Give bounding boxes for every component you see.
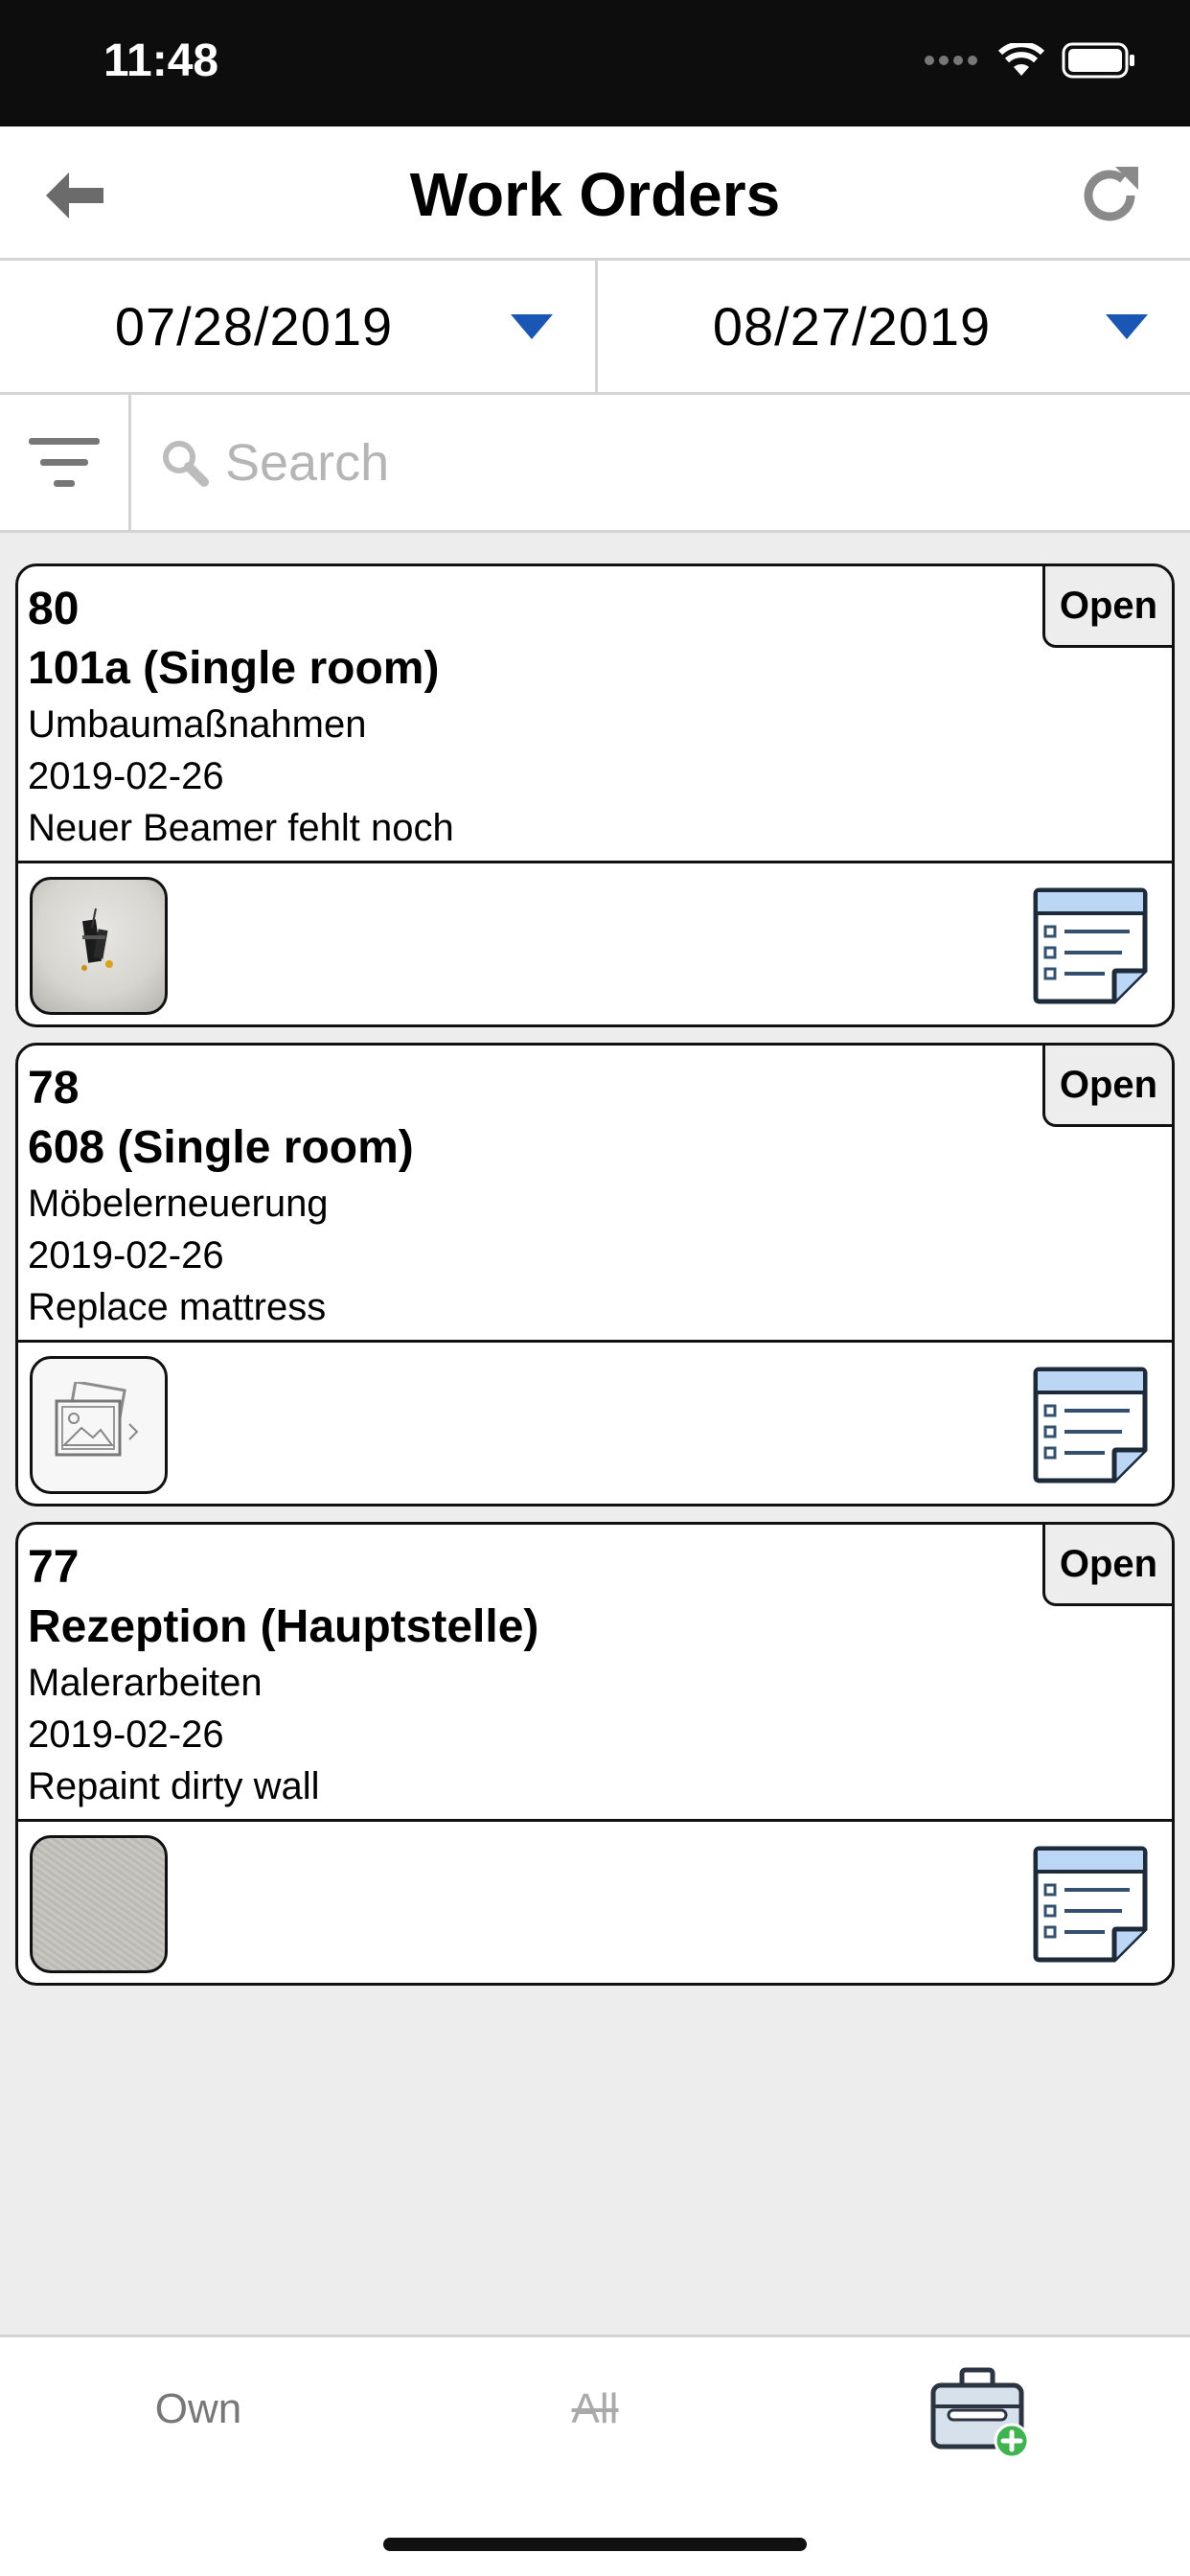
checklist-icon	[1030, 1845, 1151, 1966]
checklist-icon	[1030, 1366, 1151, 1486]
work-order-description: Neuer Beamer fehlt noch	[28, 807, 454, 849]
wifi-icon	[998, 43, 1044, 78]
status-time: 11:48	[103, 35, 219, 86]
caret-down-icon	[511, 314, 553, 339]
work-order-category: Umbaumaßnahmen	[28, 703, 367, 746]
work-order-category: Malerarbeiten	[28, 1662, 263, 1704]
nav-bar	[0, 126, 1190, 261]
work-order-location: 608 (Single room)	[28, 1122, 414, 1173]
work-order-card[interactable]	[15, 564, 1175, 1027]
home-indicator	[383, 2538, 807, 2551]
work-order-list	[15, 564, 1175, 2001]
photo-thumbnail[interactable]	[30, 1835, 168, 1973]
status-badge: Open	[1042, 1522, 1175, 1606]
date-range-row	[0, 261, 1190, 395]
caret-down-icon	[1106, 314, 1148, 339]
work-order-date: 2019-02-26	[28, 1714, 224, 1756]
status-badge: Open	[1042, 564, 1175, 648]
search-icon	[160, 438, 210, 488]
work-order-details[interactable]	[18, 1525, 1172, 1822]
work-order-id: 78	[28, 1063, 80, 1114]
photo-thumbnail[interactable]	[30, 1356, 168, 1494]
photo-thumbnail[interactable]	[30, 877, 168, 1015]
work-order-details[interactable]	[18, 1046, 1172, 1343]
filter-icon	[27, 434, 102, 492]
work-order-date: 2019-02-26	[28, 1234, 224, 1276]
end-date-picker[interactable]	[595, 261, 1190, 392]
work-order-footer	[18, 863, 1172, 1027]
beamer-photo-icon	[33, 880, 168, 1015]
refresh-button[interactable]	[1067, 153, 1152, 238]
end-date-value: 08/27/2019	[712, 296, 992, 356]
status-badge: Open	[1042, 1043, 1175, 1127]
work-order-date: 2019-02-26	[28, 755, 224, 797]
search-input[interactable]	[225, 433, 896, 493]
tab-own[interactable]: Own	[154, 2385, 242, 2432]
checklist-icon	[1030, 886, 1151, 1007]
checklist-button[interactable]	[1030, 1845, 1151, 1966]
tab-all[interactable]: All	[571, 2385, 619, 2432]
work-order-location: 101a (Single room)	[28, 643, 440, 694]
toolbox-add-icon	[929, 2364, 1035, 2464]
start-date-value: 07/28/2019	[114, 296, 394, 356]
page-title: Work Orders	[409, 160, 781, 229]
checklist-button[interactable]	[1030, 1366, 1151, 1486]
refresh-icon	[1075, 161, 1144, 230]
filter-button[interactable]	[0, 395, 131, 530]
checklist-button[interactable]	[1030, 886, 1151, 1007]
status-icons	[924, 42, 1136, 79]
work-order-details[interactable]	[18, 566, 1172, 863]
work-order-description: Repaint dirty wall	[28, 1765, 320, 1807]
work-order-id: 77	[28, 1542, 80, 1593]
work-order-footer	[18, 1343, 1172, 1506]
search-row	[0, 395, 1190, 533]
work-order-card[interactable]	[15, 1043, 1175, 1506]
work-order-card[interactable]	[15, 1522, 1175, 1986]
work-order-id: 80	[28, 584, 80, 634]
signal-icon	[924, 53, 981, 68]
work-order-footer	[18, 1822, 1172, 1986]
status-bar	[0, 0, 1190, 126]
search-box	[131, 395, 1190, 530]
work-order-location: Rezeption (Hauptstelle)	[28, 1601, 539, 1652]
battery-icon	[1062, 42, 1136, 79]
work-order-description: Replace mattress	[28, 1286, 327, 1328]
start-date-picker[interactable]	[0, 261, 595, 392]
image-placeholder-icon	[51, 1382, 147, 1468]
work-order-category: Möbelerneuerung	[28, 1183, 329, 1225]
add-work-order-button[interactable]	[929, 2364, 1035, 2464]
